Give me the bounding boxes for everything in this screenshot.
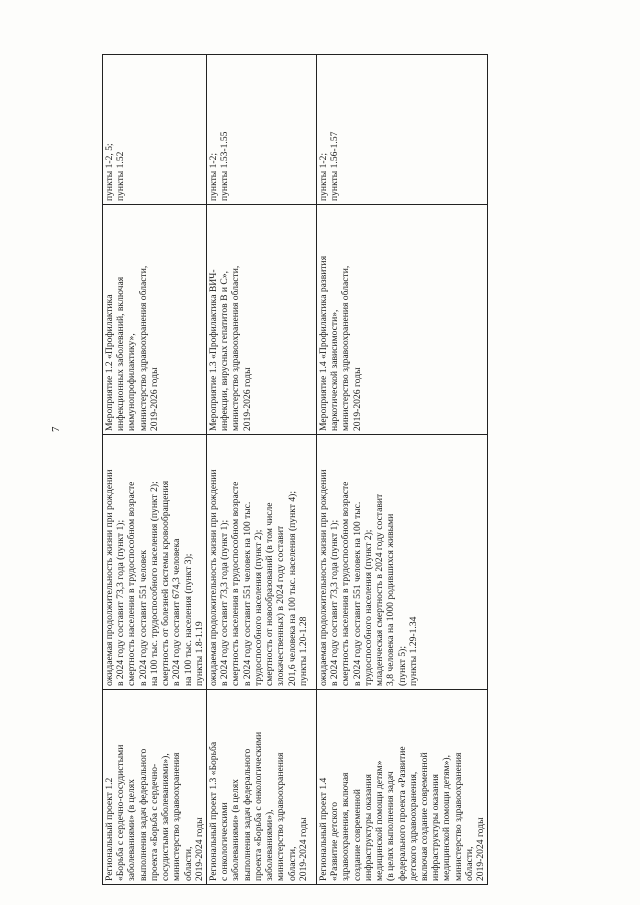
cell-text-line: в 2024 году составит 73,3 года (пункт 1);	[219, 519, 231, 686]
cell-text-line: смертность населения в трудоспособном возрасте	[230, 481, 242, 686]
cell-text-line: пункты 1-2;	[207, 152, 219, 201]
cell-text-line: пункты 1-2, 5;	[104, 143, 115, 201]
cell-text-line: министерство здравоохранения области,	[340, 265, 352, 431]
cell-text-line: министерство здравоохранения области,	[137, 265, 149, 431]
cell-text-line: смертность населения в трудоспособном возрасте	[340, 481, 352, 686]
indicators-cell	[206, 435, 316, 690]
cell-text-line: министерство здравоохранения	[452, 752, 464, 881]
table-row	[103, 55, 207, 885]
cell-text-line: смертность от новообразований (в том числе	[264, 502, 276, 686]
cell-text-line: (пункт 5);	[396, 645, 408, 686]
cell-text-line: выполнения задач федерального	[137, 748, 149, 881]
points-cell	[316, 55, 487, 205]
cell-text-line: заболеваниями» (в целях	[230, 779, 242, 881]
cell-text-line: в 2024 году составит 674,3 человека	[171, 538, 183, 686]
cell-text-line: министерство здравоохранения	[275, 752, 287, 881]
cell-text-line: Мероприятие 1.2 «Профилактика	[104, 294, 115, 431]
cell-text-line: Региональный проект 1.3 «Борьба	[207, 741, 219, 881]
cell-text-line: в 2024 году составит 551 человек	[137, 549, 149, 686]
table-row	[206, 55, 316, 885]
cell-text-line: 201,6 человека на 100 тыс. населения (пункт 4);	[286, 490, 298, 686]
cell-text-line: смертность от болезней системы кровообращения	[160, 480, 172, 686]
project-cell	[103, 690, 207, 885]
program-table-body	[103, 55, 488, 885]
cell-text-line: пункты 1.53-1.55	[219, 131, 231, 201]
project-cell	[316, 690, 487, 885]
page-number: 7	[50, 426, 62, 432]
cell-text-line: пункты 1.8-1.19	[193, 621, 205, 686]
cell-text-line: трудоспособного населения (пункт 2);	[362, 529, 374, 686]
table-row	[316, 55, 487, 885]
cell-text-line: создание современной	[351, 789, 363, 881]
cell-text-line: в 2024 году составит 551 человек на 100 тыс.	[241, 501, 253, 686]
cell-text-line: смертность населения в трудоспособном возрасте	[126, 481, 138, 686]
cell-text-line: 2019-2024 годы	[193, 817, 205, 881]
cell-text-line: здравоохранения, включая	[340, 772, 352, 881]
cell-text-line: медицинской помощи детям»	[374, 760, 386, 881]
cell-text-line: на 100 тыс. населения (пункт 3);	[182, 553, 194, 686]
indicators-cell	[103, 435, 207, 690]
cell-text-line: области,	[286, 846, 298, 881]
points-cell	[103, 55, 207, 205]
cell-text-line: министерство здравоохранения	[171, 752, 183, 881]
cell-text-line: в 2024 году составит 73,3 года (пункт 1);	[329, 519, 341, 686]
indicators-cell	[316, 435, 487, 690]
cell-text-line: Региональный проект 1.4	[317, 777, 329, 881]
cell-text-line: выполнения задач федерального	[241, 748, 253, 881]
program-table-container	[102, 55, 487, 885]
cell-text-line: с онкологическими	[219, 802, 231, 881]
cell-text-line: детского здравоохранения,	[407, 771, 419, 881]
cell-text-line: федерального проекта «Развитие	[396, 746, 408, 881]
cell-text-line: заболеваниями» (в целях	[126, 779, 138, 881]
cell-text-line: «Борьба с сердечно-сосудистыми	[115, 744, 127, 881]
cell-text-line: Мероприятие 1.3 «Профилактика ВИЧ-	[207, 269, 219, 431]
cell-text-line: злокачественных) в 2024 году составит	[275, 525, 287, 686]
cell-text-line: Мероприятие 1.4 «Профилактика развития	[317, 255, 329, 431]
cell-text-line: Региональный проект 1.2	[104, 777, 115, 881]
cell-text-line: иммунопрофилактику»,	[126, 333, 138, 431]
cell-text-line: пункты 1-2;	[317, 152, 329, 201]
cell-text-line: «Развитие детского	[329, 802, 341, 881]
project-cell	[206, 690, 316, 885]
cell-text-line: 2019-2024 годы	[297, 817, 309, 881]
cell-text-line: наркотической зависимости»,	[329, 309, 341, 431]
cell-text-line: младенческая смертность в 2024 году составит	[374, 493, 386, 686]
measure-cell	[316, 205, 487, 435]
cell-text-line: ожидаемая продолжительность жизни при рождении	[317, 469, 329, 686]
cell-text-line: в 2024 году составит 73,3 года (пункт 1);	[115, 519, 127, 686]
cell-text-line: включая создание современной	[418, 752, 430, 881]
cell-text-line: 2019-2026 годы	[351, 367, 363, 431]
cell-text-line: в 2024 году составит 551 человек на 100 тыс.	[351, 501, 363, 686]
cell-text-line: инфекционных заболеваний, включая	[115, 276, 127, 431]
cell-text-line: пункты 1.56-1.57	[329, 131, 341, 201]
cell-text-line: пункты 1.20-1.28	[297, 616, 309, 686]
cell-text-line: инфекции, вирусных гепатитов В и С»,	[219, 270, 231, 431]
cell-text-line: инфраструктуры оказания	[362, 774, 374, 881]
cell-text-line: проекта «Борьба с сердечно-	[148, 763, 160, 881]
cell-text-line: проекта «Борьба с онкологическими	[252, 731, 264, 881]
cell-text-line: 3,8 человека на 1000 родившихся живыми	[385, 513, 397, 686]
cell-text-line: ожидаемая продолжительность жизни при рождении	[104, 469, 115, 686]
points-cell	[206, 55, 316, 205]
cell-text-line: (в целях выполнения задач	[385, 771, 397, 881]
cell-text-line: 2019-2024 годы	[475, 817, 487, 881]
cell-text-line: на 100 тыс. трудоспособного населения (пункт 2);	[148, 481, 160, 686]
cell-text-line: медицинской помощи детям»),	[441, 755, 453, 881]
cell-text-line: ожидаемая продолжительность жизни при рождении	[207, 469, 219, 686]
cell-text-line: 2019-2026 годы	[241, 367, 253, 431]
cell-text-line: пункты 1.52	[115, 151, 127, 201]
cell-text-line: области,	[182, 846, 194, 881]
cell-text-line: 2019-2026 годы	[148, 367, 160, 431]
cell-text-line: инфраструктуры оказания	[430, 774, 442, 881]
cell-text-line: области,	[463, 846, 475, 881]
cell-text-line: трудоспособного населения (пункт 2);	[252, 529, 264, 686]
cell-text-line: сосудистыми заболеваниями»),	[160, 753, 172, 881]
cell-text-line: заболеваниями»),	[264, 809, 276, 881]
measure-cell	[103, 205, 207, 435]
program-table	[102, 54, 488, 885]
cell-text-line: министерство здравоохранения области,	[230, 265, 242, 431]
cell-text-line: пункты 1.29-1.34	[407, 616, 419, 686]
measure-cell	[206, 205, 316, 435]
